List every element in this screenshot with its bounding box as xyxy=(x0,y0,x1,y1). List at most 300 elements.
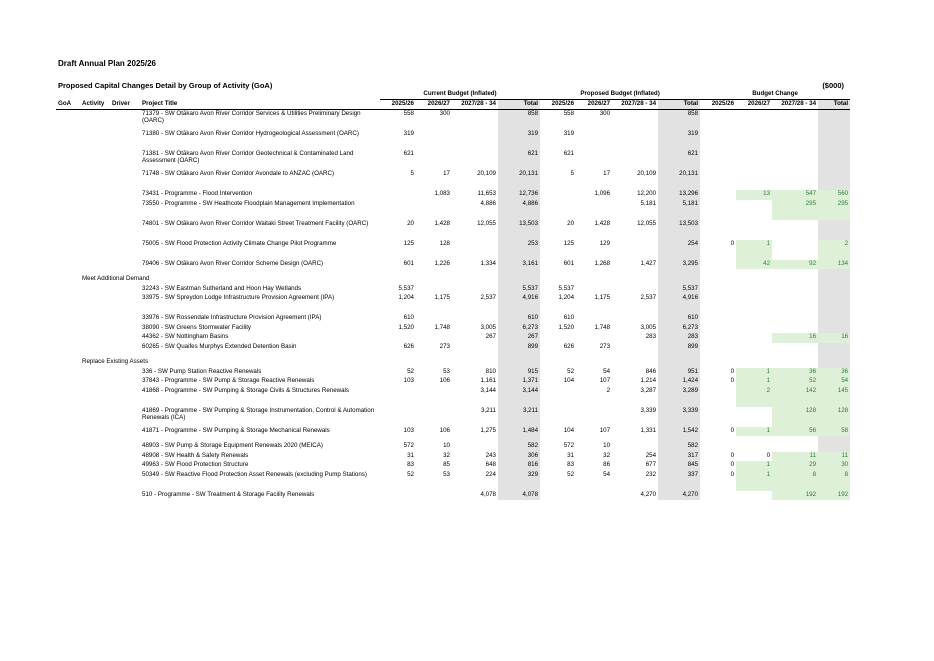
activity-cell xyxy=(80,333,110,343)
proposed-y2-cell: 54 xyxy=(603,367,611,375)
proposed-y3-cell: 12,200 xyxy=(637,190,657,197)
table-row xyxy=(56,200,850,220)
empty-cell xyxy=(380,275,416,285)
change-y2-cell xyxy=(736,170,772,190)
proposed-y1-cell: 5,537 xyxy=(558,284,575,292)
current-total-cell: 858 xyxy=(498,110,540,131)
project-title-cell: 41868 - Programme - SW Pumping & Storage Civils & Structures Renewals xyxy=(142,386,350,394)
activity-cell xyxy=(80,387,110,407)
current-y1-cell xyxy=(380,190,416,200)
activity-cell xyxy=(80,452,110,462)
proposed-y3-cell: 232 xyxy=(645,470,657,478)
current-total-cell: 20,131 xyxy=(498,170,540,190)
proposed-y3-cell: 1,214 xyxy=(640,377,657,384)
empty-cell xyxy=(576,358,612,368)
change-y1-cell: 0 xyxy=(730,239,735,247)
proposed-total-cell: 1,424 xyxy=(658,377,700,387)
proposed-y2-cell: 107 xyxy=(599,426,611,434)
change-y3-cell: 128 xyxy=(772,407,818,427)
proposed-y3-cell: 283 xyxy=(645,333,657,340)
proposed-y3-cell: 254 xyxy=(645,451,657,459)
driver-cell xyxy=(110,368,140,378)
project-title-cell: 336 - SW Pump Station Reactive Renewals xyxy=(142,367,262,375)
current-total-cell: 915 xyxy=(498,368,540,378)
proposed-y1-cell xyxy=(540,491,576,501)
change-y3-cell: 29 xyxy=(772,461,818,471)
current-y1-cell: 601 xyxy=(403,259,414,267)
goa-cell xyxy=(56,275,80,285)
col-proposed-total: Total xyxy=(658,100,700,110)
activity-cell xyxy=(80,377,110,387)
current-y2-cell: 53 xyxy=(443,367,450,375)
activity-cell xyxy=(80,285,110,295)
current-y2-cell: 10 xyxy=(443,442,450,449)
proposed-y1-cell: 83 xyxy=(567,461,575,468)
project-title-cell: 44362 - SW Nottingham Basins xyxy=(142,333,229,340)
proposed-y2-cell xyxy=(576,333,612,343)
current-total-cell: 816 xyxy=(498,461,540,471)
current-y2-cell: 1,226 xyxy=(434,259,450,267)
proposed-y3-cell xyxy=(612,130,658,150)
driver-cell xyxy=(110,491,140,501)
current-y3-cell xyxy=(452,150,498,170)
current-y3-cell xyxy=(452,130,498,150)
change-y2-cell xyxy=(736,407,772,427)
goa-cell xyxy=(56,407,80,427)
proposed-y3-cell xyxy=(612,442,658,452)
proposed-y1-cell: 20 xyxy=(567,219,575,227)
change-total-cell xyxy=(818,150,850,170)
capital-changes-table xyxy=(56,90,850,500)
activity-cell xyxy=(80,150,110,170)
proposed-y2-cell: 17 xyxy=(603,170,611,177)
change-y1-cell xyxy=(700,220,736,240)
table-row xyxy=(56,461,850,471)
current-y1-cell: 1,520 xyxy=(398,323,414,331)
change-y1-cell xyxy=(700,150,736,170)
driver-cell xyxy=(110,200,140,220)
proposed-total-cell: 3,339 xyxy=(658,407,700,427)
col-change-total: Total xyxy=(818,100,850,110)
current-y3-cell xyxy=(452,110,498,131)
current-y3-cell xyxy=(452,343,498,353)
project-title-cell: 33976 - SW Rossendale Infrastructure Provision Agreement (IPA) xyxy=(142,314,322,321)
driver-cell xyxy=(110,294,140,314)
change-total-cell: 11 xyxy=(818,452,850,462)
table-row xyxy=(56,324,850,334)
change-y1-cell xyxy=(700,491,736,501)
change-y2-cell xyxy=(736,130,772,150)
activity-cell xyxy=(80,240,110,260)
activity-cell xyxy=(80,110,110,131)
driver-cell xyxy=(110,471,140,491)
table-row xyxy=(56,407,850,427)
empty-cell xyxy=(736,275,772,285)
current-y1-cell: 572 xyxy=(403,442,414,449)
current-y2-cell: 128 xyxy=(439,239,450,247)
col-change-y2: 2026/27 xyxy=(736,100,772,110)
current-y3-cell: 243 xyxy=(485,451,496,459)
group-budget-change: Budget Change xyxy=(700,90,850,100)
col-current-y3: 2027/28 - 34 xyxy=(452,100,498,110)
current-y1-cell xyxy=(380,407,416,427)
change-y2-cell xyxy=(736,220,772,240)
change-y1-cell xyxy=(700,190,736,200)
proposed-y1-cell: 601 xyxy=(563,259,575,267)
proposed-y2-cell: 1,268 xyxy=(594,259,611,267)
change-y3-cell xyxy=(772,150,818,170)
change-y2-cell xyxy=(736,200,772,220)
activity-cell xyxy=(80,442,110,452)
proposed-total-cell: 13,296 xyxy=(658,190,700,200)
goa-cell xyxy=(56,314,80,324)
change-y2-cell: 1 xyxy=(736,461,772,471)
goa-cell xyxy=(56,491,80,501)
empty-cell xyxy=(612,358,658,368)
current-y3-cell: 224 xyxy=(485,470,496,478)
activity-cell xyxy=(80,491,110,501)
current-total-cell: 4,886 xyxy=(498,200,540,220)
current-y2-cell: 1,175 xyxy=(434,294,450,301)
proposed-total-cell: 845 xyxy=(658,461,700,471)
proposed-total-cell: 254 xyxy=(658,240,700,260)
activity-cell xyxy=(80,471,110,491)
current-y3-cell: 20,109 xyxy=(477,170,496,177)
change-y1-cell xyxy=(700,260,736,270)
table-row xyxy=(56,170,850,190)
current-y3-cell: 4,078 xyxy=(480,490,496,498)
proposed-y2-cell xyxy=(576,314,612,324)
activity-cell xyxy=(80,314,110,324)
change-total-cell: 560 xyxy=(818,190,850,200)
current-total-cell: 4,916 xyxy=(498,294,540,314)
current-y2-cell: 53 xyxy=(443,470,450,478)
proposed-y2-cell xyxy=(576,285,612,295)
change-total-cell: 58 xyxy=(818,427,850,437)
current-total-cell: 12,736 xyxy=(498,190,540,200)
driver-cell xyxy=(110,314,140,324)
project-title-cell: 71379 - SW Ōtākaro Avon River Corridor Services & Utilities Preliminary Design (OARC) xyxy=(142,110,361,125)
change-y3-cell: 16 xyxy=(772,333,818,343)
goa-cell xyxy=(56,130,80,150)
change-y1-cell xyxy=(700,343,736,353)
proposed-y2-cell: 2 xyxy=(606,386,611,394)
change-y2-cell xyxy=(736,343,772,353)
current-y2-cell xyxy=(416,200,452,220)
project-title-cell: 73550 - Programme - SW Heathcote Floodplain Management Implementation xyxy=(142,199,355,207)
col-current-y2: 2026/27 xyxy=(416,100,452,110)
current-y1-cell: 621 xyxy=(403,150,414,157)
goa-cell xyxy=(56,110,80,131)
proposed-y2-cell: 1,175 xyxy=(594,294,611,301)
proposed-total-cell: 5,181 xyxy=(658,200,700,220)
proposed-y3-cell xyxy=(612,285,658,295)
project-title-cell: 79406 - SW Ōtākaro Avon River Corridor Scheme Design (OARC) xyxy=(142,259,324,267)
current-y3-cell: 4,886 xyxy=(480,199,496,207)
group-header-row xyxy=(56,90,850,100)
table-row xyxy=(56,452,850,462)
table-row xyxy=(56,260,850,270)
current-total-cell: 6,273 xyxy=(498,324,540,334)
proposed-y3-cell: 677 xyxy=(645,461,657,468)
project-title-cell: 41869 - Programme - SW Pumping & Storage Instrumentation, Control & Automation Renewals (ICA) xyxy=(142,406,375,421)
activity-cell xyxy=(80,200,110,220)
proposed-y1-cell: 621 xyxy=(563,150,575,157)
empty-cell xyxy=(452,358,498,368)
current-y2-cell xyxy=(416,407,452,427)
change-y3-cell: 142 xyxy=(772,387,818,407)
current-total-cell: 329 xyxy=(498,471,540,491)
proposed-y2-cell: 107 xyxy=(599,377,611,384)
project-title-cell: 510 - Programme - SW Treatment & Storage Facility Renewals xyxy=(142,490,315,498)
project-title-cell: 38090 - SW Greens Stormwater Facility xyxy=(142,323,252,331)
proposed-y1-cell: 610 xyxy=(563,314,575,321)
proposed-y2-cell xyxy=(576,491,612,501)
proposed-total-cell: 5,537 xyxy=(658,285,700,295)
current-y2-cell xyxy=(416,491,452,501)
current-y2-cell xyxy=(416,314,452,324)
proposed-y1-cell xyxy=(540,200,576,220)
change-y1-cell xyxy=(700,200,736,220)
empty-cell xyxy=(736,358,772,368)
current-y1-cell: 103 xyxy=(403,377,414,384)
goa-cell xyxy=(56,377,80,387)
proposed-y1-cell xyxy=(540,333,576,343)
current-y1-cell: 31 xyxy=(407,451,414,459)
current-y1-cell xyxy=(380,491,416,501)
current-y3-cell: 3,211 xyxy=(480,406,496,414)
change-total-cell xyxy=(818,110,850,131)
current-y3-cell: 2,537 xyxy=(480,294,496,301)
current-y2-cell: 85 xyxy=(443,461,450,468)
units-label: ($000) xyxy=(822,81,844,90)
project-title-cell: 49963 - SW Flood Protection Structure xyxy=(142,461,249,468)
change-y2-cell: 2 xyxy=(736,387,772,407)
activity-cell xyxy=(80,407,110,427)
current-y3-cell: 12,055 xyxy=(477,219,496,227)
change-y2-cell: 1 xyxy=(736,471,772,491)
col-current-y1: 2025/26 xyxy=(380,100,416,110)
current-y1-cell: 20 xyxy=(407,219,414,227)
table-row xyxy=(56,377,850,387)
proposed-y2-cell xyxy=(576,150,612,170)
table-row xyxy=(56,333,850,343)
proposed-y3-cell: 12,055 xyxy=(637,219,657,227)
change-total-cell xyxy=(818,130,850,150)
project-title-cell: 48908 - SW Health & Safety Renewals xyxy=(142,451,249,459)
change-y2-cell xyxy=(736,285,772,295)
proposed-y2-cell xyxy=(576,407,612,427)
group-proposed-budget: Proposed Budget (Inflated) xyxy=(540,90,700,100)
driver-cell xyxy=(110,377,140,387)
table-row xyxy=(56,150,850,170)
goa-cell xyxy=(56,343,80,353)
driver-cell xyxy=(110,170,140,190)
change-y3-cell: 295 xyxy=(772,200,818,220)
current-total-cell: 899 xyxy=(498,343,540,353)
current-y3-cell: 11,653 xyxy=(477,190,496,197)
change-total-cell xyxy=(818,220,850,240)
change-y2-cell: 42 xyxy=(736,260,772,270)
project-title-cell: 71748 - SW Ōtākaro Avon River Corridor Avondale to ANZAC (OARC) xyxy=(142,170,335,177)
table-row xyxy=(56,190,850,200)
change-y1-cell: 0 xyxy=(730,451,735,459)
current-total-cell: 1,371 xyxy=(498,377,540,387)
group-current-budget: Current Budget (Inflated) xyxy=(380,90,540,100)
current-y3-cell xyxy=(452,442,498,452)
project-title-cell: 71381 - SW Ōtākaro Avon River Corridor Geotechnical & Contaminated Land Assessment (OARC) xyxy=(142,150,354,165)
goa-cell xyxy=(56,150,80,170)
project-title-cell: 32243 - SW Eastman Sutherland and Hoon Hay Wetlands xyxy=(142,284,302,292)
current-total-cell: 319 xyxy=(498,130,540,150)
table-row xyxy=(56,442,850,452)
current-y3-cell xyxy=(452,240,498,260)
change-y1-cell: 0 xyxy=(730,470,735,478)
empty-cell xyxy=(498,275,540,285)
change-y3-cell xyxy=(772,110,818,131)
proposed-y1-cell: 626 xyxy=(563,342,575,350)
current-y2-cell xyxy=(416,333,452,343)
table-row xyxy=(56,130,850,150)
empty-cell xyxy=(700,358,736,368)
change-y3-cell xyxy=(772,343,818,353)
table-row xyxy=(56,285,850,295)
current-y2-cell: 273 xyxy=(439,342,450,350)
proposed-y2-cell: 1,428 xyxy=(594,219,611,227)
proposed-y3-cell: 5,181 xyxy=(640,199,657,207)
proposed-total-cell: 319 xyxy=(658,130,700,150)
change-total-cell xyxy=(818,324,850,334)
driver-cell xyxy=(110,110,140,131)
proposed-y2-cell: 1,748 xyxy=(594,323,611,331)
change-y1-cell xyxy=(700,130,736,150)
proposed-total-cell: 20,131 xyxy=(658,170,700,190)
current-y2-cell: 106 xyxy=(439,426,450,434)
proposed-y2-cell xyxy=(576,130,612,150)
document-title: Draft Annual Plan 2025/26 xyxy=(58,59,156,68)
current-y1-cell: 52 xyxy=(407,470,414,478)
driver-cell xyxy=(110,220,140,240)
current-y3-cell: 1,334 xyxy=(480,259,496,267)
proposed-y1-cell xyxy=(540,387,576,407)
empty-cell xyxy=(380,358,416,368)
proposed-total-cell: 951 xyxy=(658,368,700,378)
current-total-cell: 582 xyxy=(498,442,540,452)
project-title-cell: 41871 - Programme - SW Pumping & Storage Mechanical Renewals xyxy=(142,426,330,434)
activity-cell xyxy=(80,461,110,471)
current-y3-cell: 3,144 xyxy=(480,386,496,394)
change-y3-cell xyxy=(772,220,818,240)
change-y1-cell xyxy=(700,407,736,427)
empty-cell xyxy=(658,275,700,285)
project-title-cell: 48903 - SW Pump & Storage Equipment Renewals 2020 (MEICA) xyxy=(142,442,323,449)
proposed-y3-cell xyxy=(612,314,658,324)
proposed-total-cell: 3,295 xyxy=(658,260,700,270)
section-label: Replace Existing Assets xyxy=(82,358,149,365)
change-y3-cell xyxy=(772,294,818,314)
change-y2-cell: 1 xyxy=(736,368,772,378)
current-total-cell: 621 xyxy=(498,150,540,170)
proposed-y2-cell: 54 xyxy=(603,470,611,478)
col-proposed-y2: 2026/27 xyxy=(576,100,612,110)
current-total-cell: 253 xyxy=(498,240,540,260)
driver-cell xyxy=(110,442,140,452)
proposed-total-cell: 4,916 xyxy=(658,294,700,314)
proposed-total-cell: 582 xyxy=(658,442,700,452)
current-total-cell: 3,211 xyxy=(498,407,540,427)
activity-cell xyxy=(80,220,110,240)
project-title-cell: 60265 - SW Quaifes Murphys Extended Detention Basin xyxy=(142,342,297,350)
change-total-cell xyxy=(818,170,850,190)
driver-cell xyxy=(110,285,140,295)
current-y1-cell xyxy=(380,387,416,407)
current-y3-cell: 1,275 xyxy=(480,426,496,434)
change-y1-cell xyxy=(700,387,736,407)
section-row xyxy=(56,275,850,285)
change-total-cell: 145 xyxy=(818,387,850,407)
current-total-cell: 1,484 xyxy=(498,427,540,437)
change-total-cell: 30 xyxy=(818,461,850,471)
goa-cell xyxy=(56,442,80,452)
proposed-y1-cell xyxy=(540,407,576,427)
current-total-cell: 5,537 xyxy=(498,285,540,295)
change-y1-cell xyxy=(700,170,736,190)
driver-cell xyxy=(110,130,140,150)
table-row xyxy=(56,220,850,240)
current-y3-cell: 648 xyxy=(485,461,496,468)
proposed-total-cell: 858 xyxy=(658,110,700,131)
change-y2-cell: 0 xyxy=(766,451,771,459)
empty-cell xyxy=(818,358,850,368)
table-row xyxy=(56,314,850,324)
proposed-y2-cell: 129 xyxy=(599,239,611,247)
change-total-cell: 128 xyxy=(818,407,850,427)
proposed-y1-cell xyxy=(540,190,576,200)
change-y3-cell: 36 xyxy=(772,368,818,378)
change-y2-cell: 1 xyxy=(736,240,772,260)
change-y2-cell xyxy=(736,442,772,452)
proposed-y1-cell: 319 xyxy=(563,130,575,137)
proposed-y3-cell xyxy=(612,240,658,260)
goa-cell xyxy=(56,285,80,295)
proposed-total-cell: 621 xyxy=(658,150,700,170)
current-y2-cell: 32 xyxy=(443,451,450,459)
goa-cell xyxy=(56,452,80,462)
activity-cell xyxy=(80,260,110,270)
change-total-cell: 54 xyxy=(818,377,850,387)
change-y3-cell xyxy=(772,324,818,334)
change-y1-cell xyxy=(700,324,736,334)
empty-cell xyxy=(416,358,452,368)
table-row xyxy=(56,294,850,314)
proposed-y1-cell: 5 xyxy=(570,170,575,177)
proposed-total-cell: 3,289 xyxy=(658,387,700,407)
table-row xyxy=(56,387,850,407)
current-y2-cell: 300 xyxy=(439,110,450,117)
current-y2-cell xyxy=(416,285,452,295)
proposed-total-cell: 4,270 xyxy=(658,491,700,501)
driver-cell xyxy=(110,190,140,200)
current-total-cell: 13,503 xyxy=(498,220,540,240)
change-y3-cell: 92 xyxy=(772,260,818,270)
project-title-cell: 74801 - SW Ōtākaro Avon River Corridor Waitaki Street Treatment Facility (OARC) xyxy=(142,219,369,227)
change-y2-cell xyxy=(736,314,772,324)
driver-cell xyxy=(110,333,140,343)
current-y2-cell xyxy=(416,150,452,170)
change-total-cell xyxy=(818,285,850,295)
current-y3-cell: 3,005 xyxy=(480,323,496,331)
proposed-y2-cell: 32 xyxy=(603,451,611,459)
